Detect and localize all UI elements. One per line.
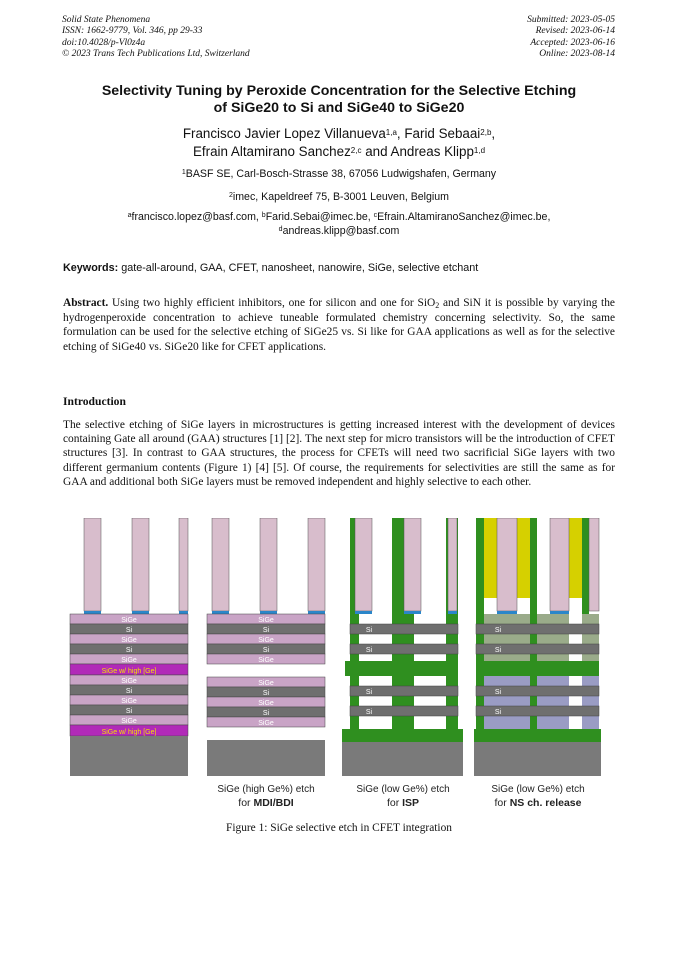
affiliation-text: imec, Kapeldreef 75, B-3001 Leuven, Belgium [232,191,450,203]
email-link[interactable]: francisco.lopez@basf.com, [131,211,259,223]
layer-label: Si [494,627,502,634]
figure-caption: Figure 1: SiGe selective etch in CFET integration [226,822,452,834]
author-line-2 [40,143,638,161]
email-link[interactable]: Efrain.AltamiranoSanchez@imec.be, [377,211,551,223]
layer-label: Si [125,627,133,634]
title-line-2: of SiGe20 to Si and SiGe40 to SiGe20 [213,100,465,116]
author-sup: 2,b [480,128,492,137]
panel-initial-stack [70,518,188,776]
pillar [497,518,517,611]
emails-line-2 [50,225,628,239]
abstract-subscript: 2 [435,301,440,310]
substrate [474,742,601,776]
email-sup: a [127,212,132,219]
keywords-label: Keywords: [63,262,119,274]
affiliation-2 [40,191,638,204]
abstract [63,296,615,354]
panel-caption-line: SiGe (low Ge%) etch [356,784,450,795]
layer-label: Si [262,690,270,697]
cap [84,611,101,614]
pillar [550,518,569,611]
layer-label: SiGe w/ high [Ge] [101,668,157,675]
lavender-fill [484,676,530,731]
date-revised: Revised: 2023-06-14 [535,26,615,37]
layer-label: Si [494,647,502,654]
panel-caption-bold: NS ch. release [509,797,582,809]
email-link[interactable]: Farid.Sebai@imec.be, [265,211,371,223]
author-sup: 2,c [350,145,362,155]
journal-name: Solid State Phenomena [62,15,151,25]
abstract-label: Abstract. [63,297,109,309]
layer-label: Si [365,627,373,634]
affiliation-text: BASF SE, Carl-Bosch-Strasse 38, 67056 Ludwigshafen, Germany [185,168,497,180]
panel-caption-bold: MDI/BDI [253,797,294,809]
cap [260,611,277,614]
lavender-fill [582,676,599,731]
copyright: © 2023 Trans Tech Publications Ltd, Switzerland [62,48,250,59]
email-sup: d [278,225,283,233]
cap [212,611,229,614]
author-emails [50,211,628,238]
layer-label: SiGe [121,678,137,685]
email-link[interactable]: andreas.klipp@basf.com [282,224,400,237]
substrate [70,736,188,776]
yellow-fill [569,518,582,598]
layer-label: Si [125,647,133,654]
cap [448,611,457,614]
abstract-text: and SiN it is possible by varying the hydrogenperoxide concentration to achieve tuneable formulated chemistry concerning selectivity. So, the same formulation can be used for the selective etching of SiGe25 vs. Si like for GAA applications as well as for the selective etching of SiGe40 vs. SiGe20 like for CFET applications. [63,297,615,353]
panel-caption-line [238,797,294,809]
layer-label: SiGe [121,637,137,644]
panel-caption-line [495,797,582,809]
green-fill [345,661,458,676]
lavender-fill [537,676,569,731]
panel-mdi-bdi-etch [207,518,325,809]
abstract-text: Using two highly efficient inhibitors, one for silicon and one for SiO [112,297,436,309]
cap [497,611,517,614]
author-and: and [365,143,388,159]
layer-label: SiGe [121,657,137,664]
panel-caption-line: SiGe (low Ge%) etch [491,784,585,795]
affiliation-1 [40,168,638,181]
substrate [207,740,325,776]
author-name: Farid Sebaai [404,126,481,141]
layer-label: Si [365,689,373,696]
cap [404,611,421,614]
layer-label: SiGe [258,617,274,624]
pillar [132,518,149,611]
pillar [179,518,188,611]
layer-label: SiGe [121,617,137,624]
pillar [404,518,421,611]
panel-isp-etch [342,518,463,809]
introduction-paragraph: The selective etching of SiGe layers in microstructures is getting increased interest with the development of devices containing Gate all around (GAA) structures [1] [2]. The next step for micro transistors will be the introduction of CFET structures [3]. In contrast to GAA structures, the process for CFETs will need two sacrificial SiGe layers with two different germanium contents (Figure 1) [4] [5]. Of course, the requirements for selectivities are still the same as for GAA and additional both SiGe layers must be removed independent and highly selective to each other. [63,419,615,488]
panel-caption-prefix: for [494,797,507,809]
journal-doi: doi:10.4028/p-Vl0z4a [62,37,146,48]
green-fill [476,661,599,676]
affiliation-sup: 2 [228,192,233,199]
panel-caption-prefix: for [238,797,251,809]
author-list [40,125,638,160]
keywords [63,262,623,275]
yellow-fill [517,518,530,598]
layer-label: SiGe [121,698,137,705]
email-sup: b [261,212,266,219]
pillar [308,518,325,611]
author-name: Efrain Altamirano Sanchez [192,143,351,159]
paper-title [50,83,628,117]
yellow-fill [484,518,497,598]
author-sup: 1,d [473,145,486,155]
author-name: Andreas Klipp [390,143,474,159]
layer-label: SiGe [258,720,274,727]
layer-label: Si [494,709,502,716]
layer-label: Si [125,708,133,715]
date-accepted: Accepted: 2023-06-16 [530,37,615,48]
pillar [355,518,372,611]
layer-label: Si [262,647,270,654]
panel-caption-line: SiGe (high Ge%) etch [217,784,315,795]
layer-label: SiGe w/ high [Ge] [101,729,157,736]
pillar [212,518,229,611]
layer-label: SiGe [258,680,274,687]
cfet-integration-diagram [62,518,620,818]
layer-label: Si [494,689,502,696]
layer-label: SiGe [258,700,274,707]
panel-caption-bold: ISP [402,797,420,809]
date-submitted: Submitted: 2023-05-05 [527,15,615,25]
layer-label: Si [262,627,270,634]
author-sup: 1,a [385,128,397,137]
section-heading-introduction: Introduction [63,395,126,408]
cap [179,611,188,614]
layer-label: Si [125,688,133,695]
substrate [342,742,463,776]
panel-ns-release-etch [474,518,601,809]
author-name: Francisco Javier Lopez Villanueva [182,126,386,141]
layer-label: SiGe [258,657,274,664]
cap [132,611,149,614]
panel-caption-line [387,797,419,809]
affiliation-sup: 1 [181,169,186,176]
cap [308,611,325,614]
date-online: Online: 2023-08-14 [539,48,615,59]
pillar [448,518,457,611]
layer-label: Si [365,709,373,716]
email-sup: c [373,212,378,219]
pillar [260,518,277,611]
pillar [84,518,101,611]
figure-1 [62,518,620,818]
layer-label: Si [365,647,373,654]
layer-label: Si [262,710,270,717]
publication-dates [527,15,615,60]
journal-info [62,15,250,60]
author-line-1: Francisco Javier Lopez Villanueva$^{1,a}$, Farid Sebaai$^{2,b}$, [182,126,496,141]
pillar [589,518,599,611]
keywords-text: gate-all-around, GAA, CFET, nanosheet, nanowire, SiGe, selective etchant [121,262,479,274]
title-line-1: Selectivity Tuning by Peroxide Concentration for the Selective Etching [101,83,577,99]
emails-line-1 [50,211,628,225]
journal-issn: ISSN: 1662-9779, Vol. 346, pp 29-33 [62,26,203,37]
layer-label: SiGe [121,718,137,725]
cap [355,611,372,614]
cap [550,611,569,614]
layer-label: SiGe [258,637,274,644]
panel-caption-prefix: for [386,797,400,809]
